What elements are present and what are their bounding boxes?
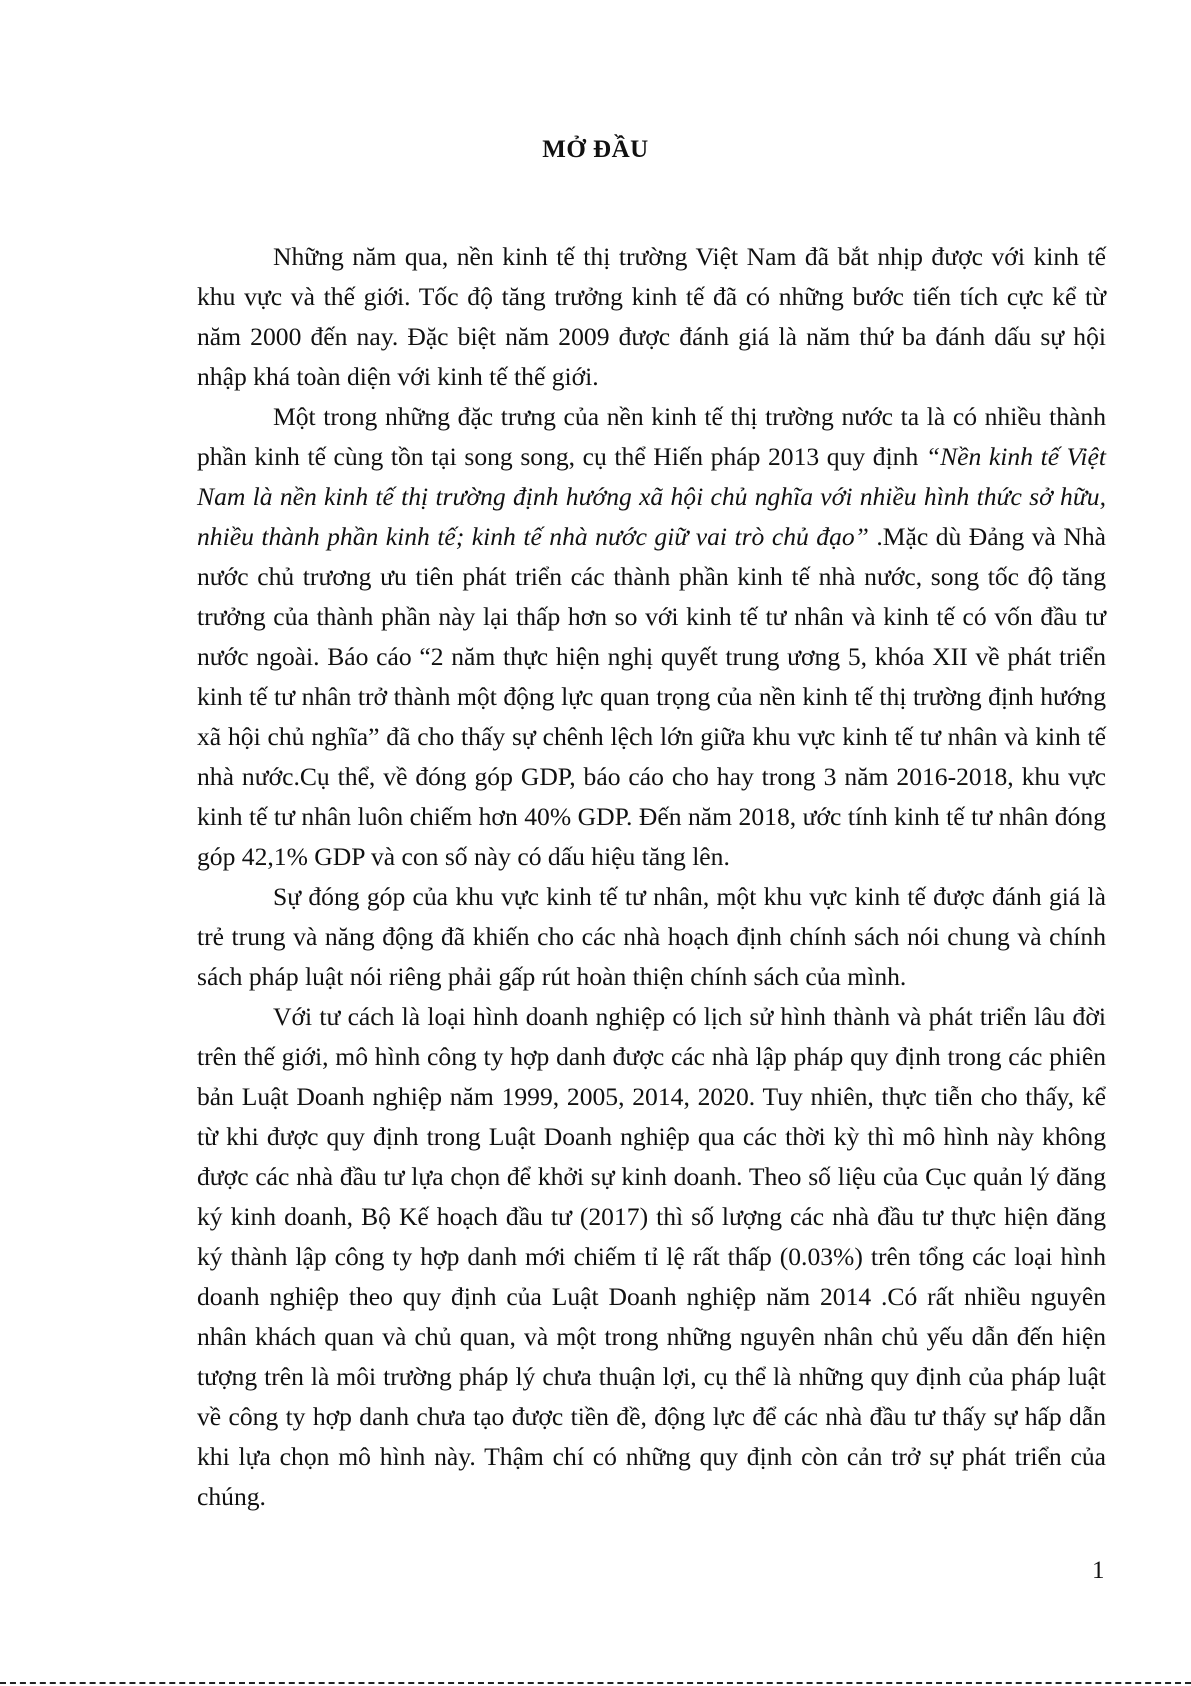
page-number: 1 bbox=[1092, 1557, 1105, 1584]
page-title: MỞ ĐẦU bbox=[542, 136, 649, 163]
paragraph-3: Sự đóng góp của khu vực kinh tế tư nhân, một khu vực kinh tế được đánh giá là trẻ trung và năng động đã khiến cho các nhà hoạch định chính sách nói chung và chính sách pháp luật nói riêng phải gấp rút hoàn thiện chính sách của mình. bbox=[197, 882, 1106, 991]
paragraph-2 bbox=[197, 397, 1106, 877]
paragraph-2-lead: Một trong những đặc trưng của nền kinh tế thị trường nước ta là có nhiều thành phần kinh tế cùng tồn tại song song, cụ thể Hiến pháp 2013 quy định bbox=[197, 402, 1106, 471]
constitution-quote: “Nền kinh tế Việt Nam là nền kinh tế thị trường định hướng xã hội chủ nghĩa với nhiều hình thức sở hữu, nhiều thành phần kinh tế; kinh tế nhà nước giữ vai trò chủ đạo” bbox=[197, 442, 1106, 551]
paragraph-1: Những năm qua, nền kinh tế thị trường Việt Nam đã bắt nhịp được với kinh tế khu vực và thế giới. Tốc độ tăng trưởng kinh tế đã có những bước tiến tích cực kể từ năm 2000 đến nay. Đặc biệt năm 2009 được đánh giá là năm thứ ba đánh dấu sự hội nhập khá toàn diện với kinh tế thế giới. bbox=[197, 242, 1106, 391]
document-body bbox=[197, 237, 1106, 1517]
paragraph-4: Với tư cách là loại hình doanh nghiệp có lịch sử hình thành và phát triển lâu đời trên thế giới, mô hình công ty hợp danh được các nhà lập pháp quy định trong các phiên bản Luật Doanh nghiệp năm 1999, 2005, 2014, 2020. Tuy nhiên, thực tiễn cho thấy, kể từ khi được quy định trong Luật Doanh nghiệp qua các thời kỳ thì mô hình này không được các nhà đầu tư lựa chọn để khởi sự kinh doanh. Theo số liệu của Cục quản lý đăng ký kinh doanh, Bộ Kế hoạch đầu tư (2017) thì số lượng các nhà đầu tư thực hiện đăng ký thành lập công ty hợp danh mới chiếm tỉ lệ rất thấp (0.03%) trên tổng các loại hình doanh nghiệp theo quy định của Luật Doanh nghiệp năm 2014 .Có rất nhiều nguyên nhân khách quan và chủ quan, và một trong những nguyên nhân chủ yếu dẫn đến hiện tượng trên là môi trường pháp lý chưa thuận lợi, cụ thể là những quy định của pháp luật về công ty hợp danh chưa tạo được tiền đề, động lực để các nhà đầu tư thấy sự hấp dẫn khi lựa chọn mô hình này. Thậm chí có những quy định còn cản trở sự phát triển của chúng. bbox=[197, 1002, 1106, 1511]
page-bottom-divider bbox=[0, 1682, 1191, 1686]
paragraph-2-rest: .Mặc dù Đảng và Nhà nước chủ trương ưu tiên phát triển các thành phần kinh tế nhà nước, song tốc độ tăng trưởng của thành phần này lại thấp hơn so với kinh tế tư nhân và kinh tế có vốn đầu tư nước ngoài. Báo cáo “2 năm thực hiện nghị quyết trung ương 5, khóa XII về phát triển kinh tế tư nhân trở thành một động lực quan trọng của nền kinh tế thị trường định hướng xã hội chủ nghĩa” đã cho thấy sự chênh lệch lớn giữa khu vực kinh tế tư nhân và kinh tế nhà nước.Cụ thể, về đóng góp GDP, báo cáo cho hay trong 3 năm 2016-2018, khu vực kinh tế tư nhân luôn chiếm hơn 40% GDP. Đến năm 2018, ước tính kinh tế tư nhân đóng góp 42,1% GDP và con số này có dấu hiệu tăng lên. bbox=[197, 522, 1106, 871]
